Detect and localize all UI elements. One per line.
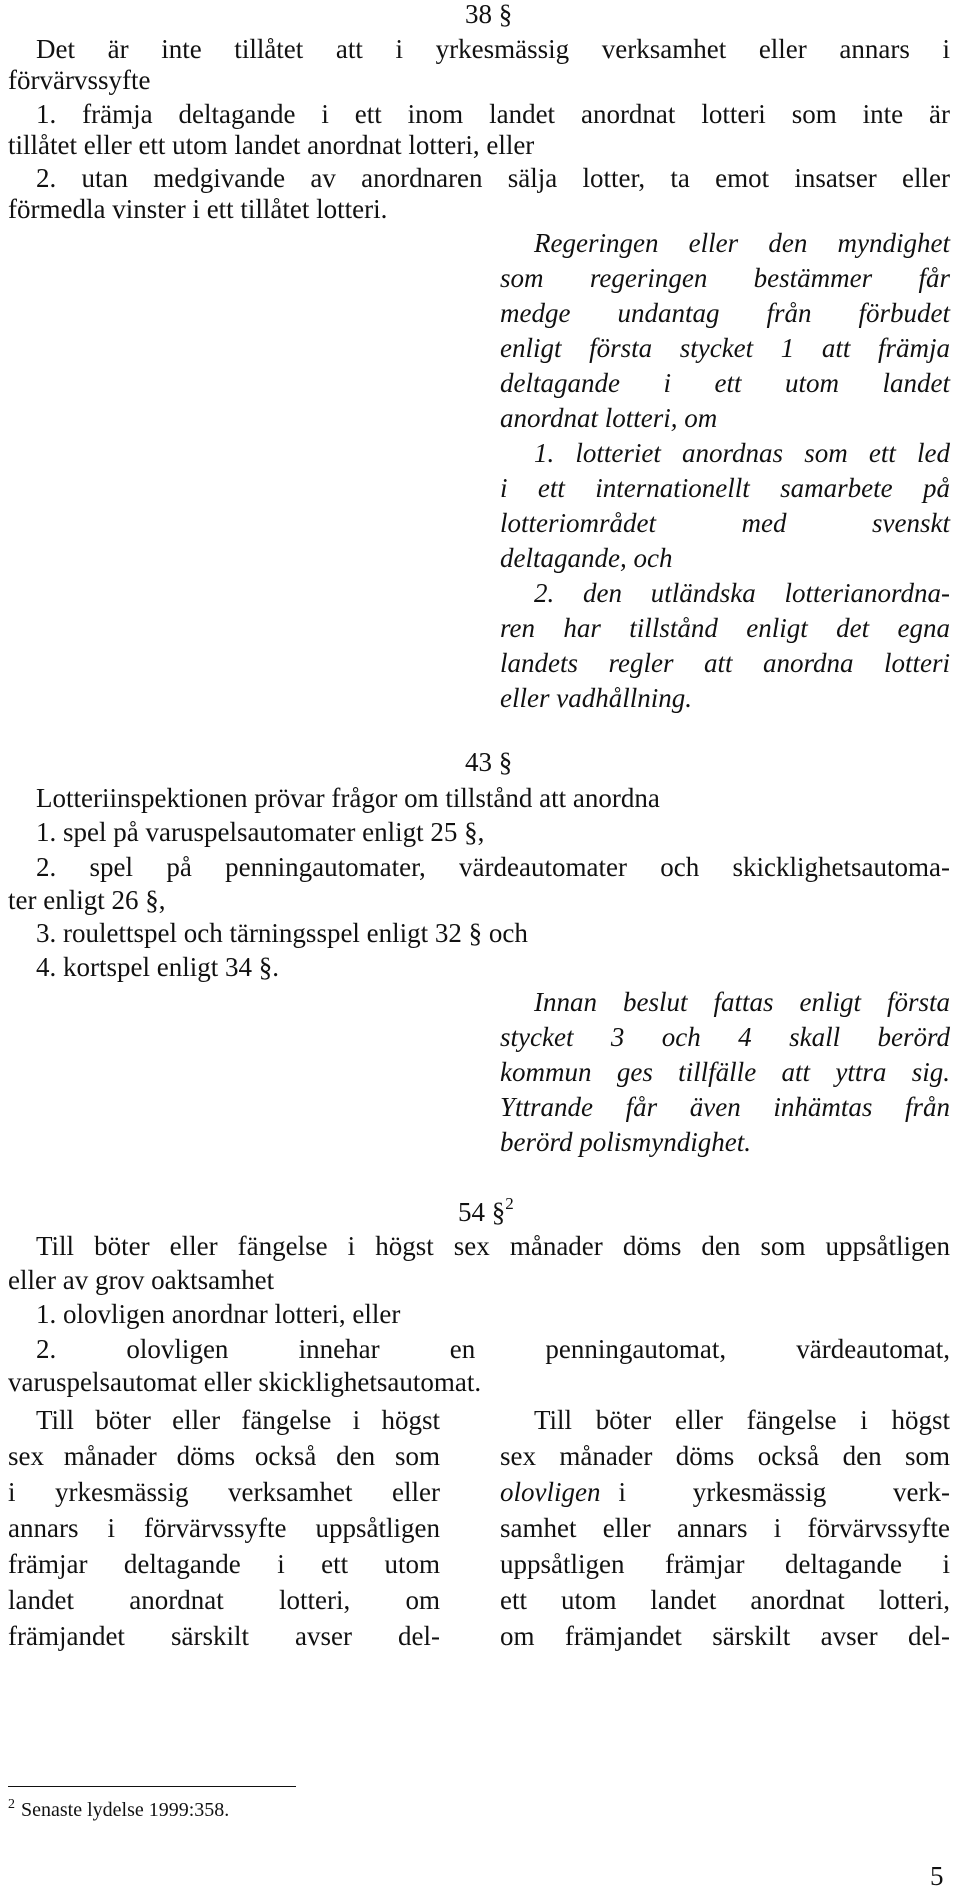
proposed-wording-line: uppsåtligen främjar deltagande i <box>500 1549 950 1579</box>
current-wording-line: främjar deltagande i ett utom <box>8 1549 440 1579</box>
proposal-line: deltagande, och <box>500 543 673 573</box>
current-wording-line: i yrkesmässig verksamhet eller <box>8 1477 440 1507</box>
current-wording-line: främjandet särskilt avser del- <box>8 1621 440 1651</box>
current-wording-line: sex månader döms också den som <box>8 1441 440 1471</box>
section-54-paragraph-line: Till böter eller fängelse i högst sex månader döms den som uppsåtligen <box>36 1231 950 1261</box>
proposal-line: kommun ges tillfälle att yttra sig. <box>500 1057 950 1087</box>
footnote-text: Senaste lydelse 1999:358. <box>21 1799 230 1821</box>
footnote-separator <box>8 1786 296 1787</box>
proposed-wording-line: ett utom landet anordnat lotteri, <box>500 1585 950 1615</box>
proposal-line: i ett internationellt samarbete på <box>500 473 950 503</box>
section-43-item-1: 1. spel på varuspelsautomater enligt 25 §, <box>36 817 485 847</box>
current-wording-line: Till böter eller fängelse i högst <box>36 1405 440 1435</box>
section-54-item-2-line: 2. olovligen innehar en penningautomat, värdeautomat, <box>36 1334 950 1364</box>
proposal-line: landets regler att anordna lotteri <box>500 648 950 678</box>
section-38-item-2-line: förmedla vinster i ett tillåtet lotteri. <box>8 194 388 224</box>
proposal-line: eller vadhållning. <box>500 683 692 713</box>
page-number: 5 <box>930 1861 944 1891</box>
footnote-reference: 2 <box>505 1194 514 1213</box>
footnote-mark: 2 <box>8 1797 15 1812</box>
proposed-wording-line: Till böter eller fängelse i högst <box>534 1405 950 1435</box>
proposed-wording-line: om främjandet särskilt avser del- <box>500 1621 950 1651</box>
proposal-line: lotteriområdet med svenskt <box>500 508 950 538</box>
proposal-line: 1. lotteriet anordnas som ett led <box>534 438 950 468</box>
proposed-wording-line: samhet eller annars i förvärvssyfte <box>500 1513 950 1543</box>
section-54-item-2-line: varuspelsautomat eller skicklighetsautomat. <box>8 1367 482 1397</box>
current-wording-line: landet anordnat lotteri, om <box>8 1585 440 1615</box>
proposed-wording-line-rest: i yrkesmässig verk- <box>618 1477 950 1507</box>
section-43-item-3: 3. roulettspel och tärningsspel enligt 32 § och <box>36 918 528 948</box>
proposal-line: anordnat lotteri, om <box>500 403 718 433</box>
proposal-line: medge undantag från förbudet <box>500 298 950 328</box>
proposal-line: Regeringen eller den myndighet <box>534 228 950 258</box>
section-43-item-4: 4. kortspel enligt 34 §. <box>36 952 279 982</box>
section-54-paragraph-line: eller av grov oaktsamhet <box>8 1265 275 1295</box>
footnote <box>8 1797 229 1826</box>
current-wording-line: annars i förvärvssyfte uppsåtligen <box>8 1513 440 1543</box>
proposed-wording-line: sex månader döms också den som <box>500 1441 950 1471</box>
section-54-heading <box>458 1196 514 1232</box>
section-38-item-2-line: 2. utan medgivande av anordnaren sälja lotter, ta emot insatser eller <box>36 163 950 193</box>
section-43-item-2-line: ter enligt 26 §, <box>8 885 166 915</box>
section-38-heading: 38 § <box>465 0 513 29</box>
section-38-item-1-line: 1. främja deltagande i ett inom landet anordnat lotteri som inte är <box>36 99 950 129</box>
section-43-item-2-line: 2. spel på penningautomater, värdeautomater och skicklighetsautoma- <box>36 852 950 882</box>
proposal-line: enligt första stycket 1 att främja <box>500 333 950 363</box>
proposal-line: stycket 3 och 4 skall berörd <box>500 1022 950 1052</box>
section-54-heading-text: 54 § <box>458 1197 506 1227</box>
proposal-line: 2. den utländska lotterianordna- <box>534 578 950 608</box>
proposed-wording-line <box>500 1476 950 1508</box>
section-43-intro: Lotteriinspektionen prövar frågor om tillstånd att anordna <box>36 783 660 813</box>
section-43-heading: 43 § <box>465 747 513 777</box>
emphasized-word: olovligen <box>500 1477 601 1507</box>
proposal-line: deltagande i ett utom landet <box>500 368 950 398</box>
section-38-paragraph-line: Det är inte tillåtet att i yrkesmässig verksamhet eller annars i <box>36 34 950 64</box>
proposal-line: som regeringen bestämmer får <box>500 263 950 293</box>
proposal-line: berörd polismyndighet. <box>500 1127 751 1157</box>
section-54-item-1: 1. olovligen anordnar lotteri, eller <box>36 1299 401 1329</box>
proposal-line: ren har tillstånd enligt det egna <box>500 613 950 643</box>
proposal-line: Innan beslut fattas enligt första <box>534 987 950 1017</box>
section-38-paragraph-line: förvärvssyfte <box>8 65 151 95</box>
section-38-item-1-line: tillåtet eller ett utom landet anordnat lotteri, eller <box>8 130 535 160</box>
proposal-line: Yttrande får även inhämtas från <box>500 1092 950 1122</box>
